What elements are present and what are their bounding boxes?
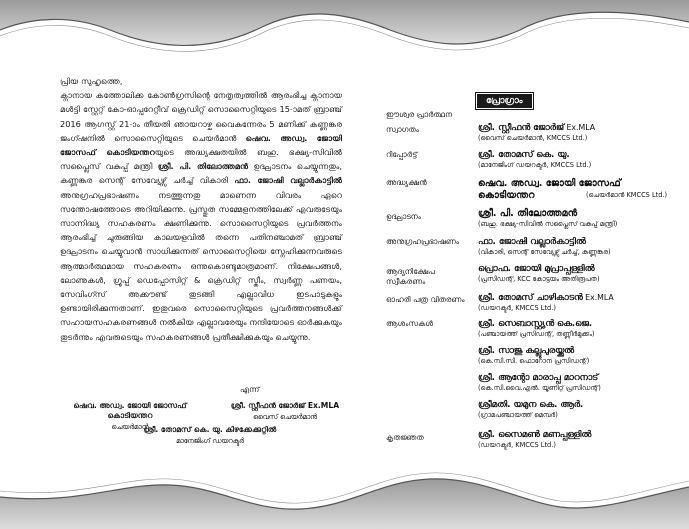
letter-chairman-name: ഷെവ. അഡ്വ. ജോയി ജോസഫ് കൊടിയന്തറ (60, 132, 342, 158)
deposit-role: (പ്രസിഡന്റ്, KCC കോട്ടയം അതിരൂപത) (478, 275, 600, 283)
prayer-label: ഈശ്വര പ്രാർത്ഥന (386, 110, 453, 119)
programme-entry-wish-1 (478, 319, 688, 339)
signature-vice-chairman-name: ശ്രീ. സ്റ്റീഫൻ ജോർജ് Ex.MLA (230, 401, 340, 410)
welcome-name: ശ്രീ. സ്റ്റീഫൻ ജോർജ് (478, 123, 565, 133)
letter-minister-name: ശ്രീ. പി. തിലോത്തമൻ (157, 161, 249, 172)
letter-greeting: പ്രിയ സുഹൃത്തെ, (60, 76, 123, 86)
programme-entry-wish-3 (478, 373, 688, 393)
wish-4-name: ശ്രീമതി. യമുന കെ. ആർ. (478, 400, 584, 410)
president-name: ഷെവ. അഡ്വ. ജോയി ജോസഫ് കൊടിയന്തറ (478, 178, 621, 201)
welcome-person (478, 122, 688, 134)
wish-2-role: (കെ.സി.സി. ഫൊറോന പ്രസിഡന്റ്) (478, 357, 590, 365)
deposit-label: ആദ്യനിക്ഷേപ സ്വീകരണം (386, 267, 435, 286)
share-suffix: Ex.MLA (582, 293, 614, 302)
wish-3-name: ശ്രീ. ആന്റോ മാരാപ്പ മാറനാട് (478, 373, 599, 383)
signature-managing-director (120, 425, 300, 446)
thanks-role: (ഡയറക്ടർ, KMCCS Ltd.) (478, 441, 556, 449)
letter-body (60, 88, 342, 344)
report-name: ശ്രീ. തോമസ് കെ. യു. (478, 150, 570, 160)
thanks-name: ശ്രീ. സൈമൺ മണപ്പള്ളിൽ (478, 430, 592, 440)
programme-entry-wish-2 (478, 346, 688, 366)
programme-entry-president-role (586, 191, 689, 200)
inauguration-name: ശ്രീ. പി. തിലോത്തമൻ (478, 208, 578, 219)
programme-entry-welcome (478, 122, 688, 143)
president-role: (ചെയർമാൻ KMCCS Ltd.) (586, 191, 668, 199)
inauguration-label: ഉദ്ഘാടനം (386, 212, 422, 221)
welcome-suffix: Ex.MLA (564, 123, 596, 132)
bottom-wave-decoration (0, 467, 689, 529)
invitation-letter (60, 74, 342, 344)
top-wave-decoration (0, 0, 689, 70)
report-label: റിപ്പോർട്ട് (386, 150, 418, 159)
signature-chairman-role: ചെയർമാൻ (111, 423, 149, 431)
share-label: ഓഹരി പത്ര വിതരണം (386, 295, 465, 304)
programme-title: പ്രോഗ്രാം (475, 92, 534, 110)
programme-entry-wish-4 (478, 400, 688, 420)
share-name: ശ്രീ. തോമസ് ചാഴികാടൻ (478, 293, 583, 303)
blessing-label: അനുഗ്രഹപ്രഭാഷണം (386, 237, 460, 246)
signature-md-name: ശ്രീ. തോമസ് കെ. യു. കിഴക്കേക്കുറ്റിൽ (143, 425, 277, 434)
programme-entry-thanks (478, 430, 688, 450)
thanks-label: കൃതജ്ഞത (386, 433, 424, 442)
signature-md-role: മാനേജിംഗ് ഡയറക്ടർ (176, 437, 244, 445)
programme-entry-blessing (478, 237, 688, 257)
blessing-role: (വികാരി, സെന്റ് സേവ്യേഴ്സ് ചർച്ച്, കണ്ണങ്കര) (478, 248, 611, 256)
blessing-name: ഫാ. ജോഷി വല്ലാർകാട്ടിൽ (478, 237, 586, 247)
welcome-label: സ്വാഗതം (386, 125, 419, 134)
share-person (478, 292, 688, 304)
letter-text-1: ക്നാനായ കത്തോലിക്ക കോൺഗ്രസിന്റെ നേതൃത്വത്തിൽ ആരംഭിച്ച ക്നാനായ മൾട്ടി സ്റ്റേറ്റ് കോ-ഓപ്പറേറ്റീവ് ക്രെഡിറ്റ് സൊസൈറ്റിയുടെ 15-ാമത് ബ്രാഞ്ച് 2016 ആഗസ്റ്റ് 21-ാം തീയതി ഞായറാഴ്ച വൈകുന്നേരം 5 മണിക്ക് കണ്ണങ്കര ജംഗ്ഷനിൽ സൊസൈറ്റിയുടെ ചെയർമാൻ (60, 90, 342, 143)
programme-entry-report (478, 150, 688, 170)
programme-entry-deposit (478, 264, 688, 284)
programme-entry-share (478, 292, 688, 313)
wish-1-role: (പഞ്ചായത്ത് പ്രസിഡന്റ്, തണ്ണീർമുക്കം) (478, 330, 595, 338)
report-role: (മാനേജിംഗ് ഡയറക്ടർ, KMCCS Ltd.) (478, 161, 592, 169)
programme-entry-inauguration (478, 208, 688, 229)
programme-label-welcome (386, 110, 474, 135)
wishes-label: ആശംസകൾ (386, 319, 434, 328)
share-role: (ഡയറക്ടർ, KMCCS Ltd.) (478, 304, 556, 312)
letter-text-4: അനുഗ്രഹപ്രഭാഷണം നടത്തുന്നതു മാണെന്ന വിവരം ഏറെ സന്തോഷത്തോടെ അറിയിക്കുന്നു. പ്രസ്തുത സമ്മേളനത്തിലേക്ക് എവരുടേയും സാന്നിദ്ധ്യ സഹകരണം ക്ഷണിക്കുന്നു. സൊസൈറ്റിയുടെ പ്രവർത്തനം ആരംഭിച്ച് ചുരുങ്ങിയ കാലയളവിൽ തന്നെ പതിനഞ്ചാമത് ബ്രാഞ്ച് ഉദ്ഘാടനം ചെയ്യുവാൻ സാധിക്കുന്നത് സൊസൈറ്റിയെ സ്നേഹിക്കുന്നവരുടെ ആത്മാർത്ഥമായ സഹകരണം ഒന്നുകൊണ്ടുമാത്രമാണ്. നിക്ഷേപങ്ങൾ, ലോണുകൾ, ഗ്രൂപ്പ് ഡെപ്പോസിറ്റ് & ക്രെഡിറ്റ് സ്കീം, സ്വർണ്ണ പണയം, സേവിംഗ്സ് അക്കൗണ്ട് തുടങ്ങി എല്ലാവിധ ഇടപാടുകളും ഉണ്ടായിരിക്കുന്നതാണ്. ഇതുവരെ സൊസൈറ്റിയുടെ പ്രവർത്തനങ്ങൾക്ക് സഹായസഹകരണങ്ങൾ നൽകിയ എല്ലാവരേയും നന്ദിയോടെ ഓർക്കുകയും തുടർന്നും എവരുടെയും സഹകരണങ്ങൾ പ്രതീക്ഷിക്കുകയും ചെയ്യുന്നു. (60, 189, 342, 342)
signature-chairman-name: ഷെവ. അഡ്വ. ജോയി ജോസഫ് കൊടിയന്തറ (73, 401, 187, 420)
wish-3-role: (കെ.സി.വൈ.എൽ. യൂണിറ്റ് പ്രസിഡന്റ്) (478, 384, 601, 392)
wish-2-name: ശ്രീ. സാജു കല്ലുപുരയ്ക്കൽ (478, 346, 574, 356)
closing-ennu: എന്ന് (240, 385, 260, 394)
letter-text-2: യുടെ അദ്ധ്യക്ഷതയിൽ ബഹു. ഭക്ഷ്യ-സിവിൽ സപ്ലൈസ് വകുപ്പ് മന്ത്രി (60, 147, 343, 172)
welcome-role: (വൈസ് ചെയർമാൻ, KMCCS Ltd.) (478, 134, 588, 142)
president-label: അദ്ധ്യക്ഷൻ (386, 178, 427, 187)
signature-vice-chairman (210, 401, 360, 422)
wish-4-role: (ഗ്രാമപഞ്ചായത്ത് മെമ്പർ) (478, 411, 558, 419)
inauguration-role: (ബഹു. ഭക്ഷ്യ-സിവിൽ സപ്ലൈസ് വകുപ്പ് മന്ത്രി) (478, 220, 618, 228)
letter-text-3: ഉദ്ഘാടനം ചെയ്യുന്നതും, കണ്ണങ്കര സെന്റ് സേവ്യേഴ്സ് ചർച്ച് വികാരി (60, 161, 342, 186)
signature-vice-chairman-role: വൈസ് ചെയർമാൻ (253, 413, 317, 421)
wish-1-name: ശ്രീ. സെബാസ്റ്റ്യൻ കെ.ജെ. (478, 319, 593, 329)
deposit-name: പ്രൊഫ. ജോയി മുപ്രാപ്പള്ളിൽ (478, 264, 595, 274)
letter-vicar-name: ഫാ. ജോഷി വല്ലാർകാട്ടിൽ (234, 175, 343, 186)
